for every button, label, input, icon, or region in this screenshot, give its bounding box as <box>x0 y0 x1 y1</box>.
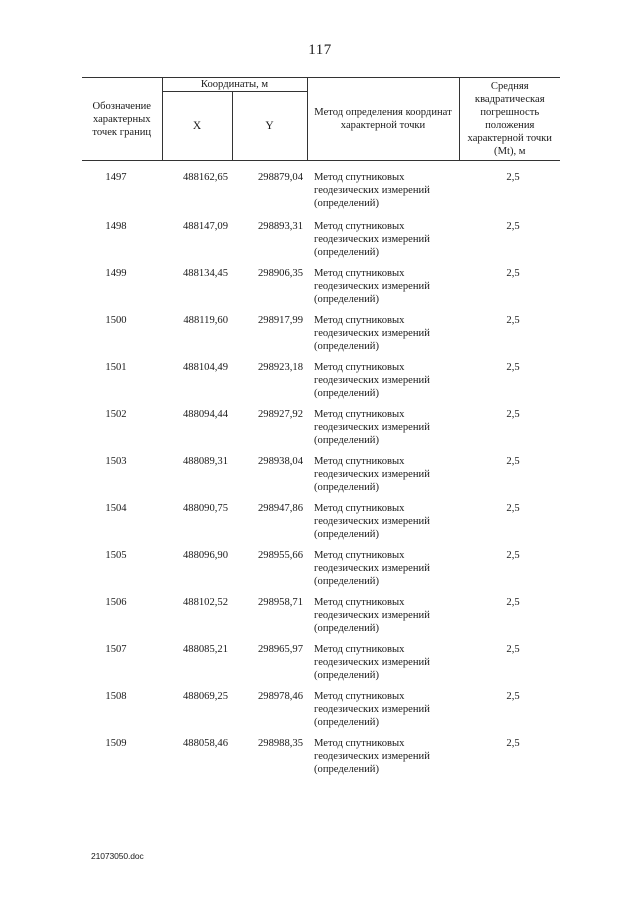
page-number: 117 <box>308 42 332 58</box>
point-id-cell: 1500 <box>105 315 127 326</box>
table-header <box>82 78 560 161</box>
header-designation: Обозначение характерных точек границ <box>82 78 162 161</box>
y-coordinate-cell: 298893,31 <box>257 221 304 232</box>
method-cell: Метод спутниковых геодезических измерений (определений) <box>314 644 430 681</box>
method-cell: Метод спутниковых геодезических измерений (определений) <box>314 268 430 305</box>
table-row <box>82 361 560 408</box>
header-error <box>459 78 560 161</box>
table-row <box>82 220 560 267</box>
x-coordinate-cell: 488162,65 <box>182 172 228 183</box>
y-coordinate-cell: 298988,35 <box>257 738 304 749</box>
method-cell: Метод спутниковых геодезических измерений (определений) <box>314 456 430 493</box>
header-x: X <box>162 92 232 161</box>
header-method: Метод определения координат характерной точки <box>307 78 459 161</box>
method-cell: Метод спутниковых геодезических измерений (определений) <box>314 362 430 399</box>
error-cell: 2,5 <box>506 172 520 183</box>
header-y: Y <box>232 92 307 161</box>
x-coordinate-cell: 488147,09 <box>182 221 228 232</box>
method-cell: Метод спутниковых геодезических измерений (определений) <box>314 503 430 540</box>
table-row <box>82 737 560 784</box>
error-cell: 2,5 <box>506 456 520 467</box>
point-id-cell: 1497 <box>105 172 127 183</box>
point-id-cell: 1509 <box>105 738 127 749</box>
coordinates-table <box>82 77 560 784</box>
error-cell: 2,5 <box>506 597 520 608</box>
y-coordinate-cell: 298923,18 <box>257 362 304 373</box>
method-cell: Метод спутниковых геодезических измерений (определений) <box>314 172 430 209</box>
point-id-cell: 1507 <box>105 644 127 655</box>
y-coordinate-cell: 298965,97 <box>257 644 304 655</box>
method-cell: Метод спутниковых геодезических измерений (определений) <box>314 550 430 587</box>
y-coordinate-cell: 298917,99 <box>257 315 304 326</box>
y-coordinate-cell: 298958,71 <box>257 597 304 608</box>
table-row <box>82 502 560 549</box>
point-id-cell: 1506 <box>105 597 127 608</box>
table-row <box>82 267 560 314</box>
x-coordinate-cell: 488089,31 <box>182 456 228 467</box>
error-cell: 2,5 <box>506 315 520 326</box>
y-coordinate-cell: 298978,46 <box>257 691 304 702</box>
point-id-cell: 1505 <box>105 550 127 561</box>
error-cell: 2,5 <box>506 550 520 561</box>
x-coordinate-cell: 488094,44 <box>182 409 228 420</box>
table-row <box>82 314 560 361</box>
x-coordinate-cell: 488096,90 <box>182 550 228 561</box>
y-coordinate-cell: 298906,35 <box>257 268 304 279</box>
error-cell: 2,5 <box>506 221 520 232</box>
y-coordinate-cell: 298879,04 <box>257 172 304 183</box>
error-cell: 2,5 <box>506 644 520 655</box>
header-coordinates: Координаты, м <box>162 78 307 92</box>
error-cell: 2,5 <box>506 503 520 514</box>
y-coordinate-cell: 298927,92 <box>257 409 304 420</box>
y-coordinate-cell: 298938,04 <box>257 456 304 467</box>
table-row <box>82 408 560 455</box>
x-coordinate-cell: 488104,49 <box>182 362 228 373</box>
x-coordinate-cell: 488102,52 <box>182 597 228 608</box>
method-cell: Метод спутниковых геодезических измерений (определений) <box>314 597 430 634</box>
footer-filename: 21073050.doc <box>91 851 144 861</box>
x-coordinate-cell: 488134,45 <box>182 268 228 279</box>
point-id-cell: 1502 <box>105 409 127 420</box>
error-cell: 2,5 <box>506 738 520 749</box>
y-coordinate-cell: 298947,86 <box>257 503 304 514</box>
table-body <box>82 161 560 785</box>
method-cell: Метод спутниковых геодезических измерений (определений) <box>314 409 430 446</box>
x-coordinate-cell: 488119,60 <box>183 315 228 326</box>
table-row <box>82 161 560 221</box>
point-id-cell: 1499 <box>105 268 127 279</box>
point-id-cell: 1508 <box>105 691 127 702</box>
point-id-cell: 1503 <box>105 456 127 467</box>
x-coordinate-cell: 488090,75 <box>182 503 228 514</box>
header-error-text: Средняя квадратическая погрешность положения характерной точки (Mt), м <box>467 81 552 157</box>
x-coordinate-cell: 488069,25 <box>182 691 228 702</box>
error-cell: 2,5 <box>506 409 520 420</box>
method-cell: Метод спутниковых геодезических измерений (определений) <box>314 315 430 352</box>
x-coordinate-cell: 488058,46 <box>182 738 228 749</box>
error-cell: 2,5 <box>506 691 520 702</box>
point-id-cell: 1504 <box>105 503 127 514</box>
table-row <box>82 690 560 737</box>
method-cell: Метод спутниковых геодезических измерений (определений) <box>314 221 430 258</box>
y-coordinate-cell: 298955,66 <box>257 550 304 561</box>
table-row <box>82 455 560 502</box>
table-row <box>82 643 560 690</box>
point-id-cell: 1501 <box>105 362 127 373</box>
method-cell: Метод спутниковых геодезических измерений (определений) <box>314 738 430 775</box>
method-cell: Метод спутниковых геодезических измерений (определений) <box>314 691 430 728</box>
point-id-cell: 1498 <box>105 221 127 232</box>
error-cell: 2,5 <box>506 268 520 279</box>
x-coordinate-cell: 488085,21 <box>182 644 228 655</box>
table-row <box>82 549 560 596</box>
table-row <box>82 596 560 643</box>
error-cell: 2,5 <box>506 362 520 373</box>
